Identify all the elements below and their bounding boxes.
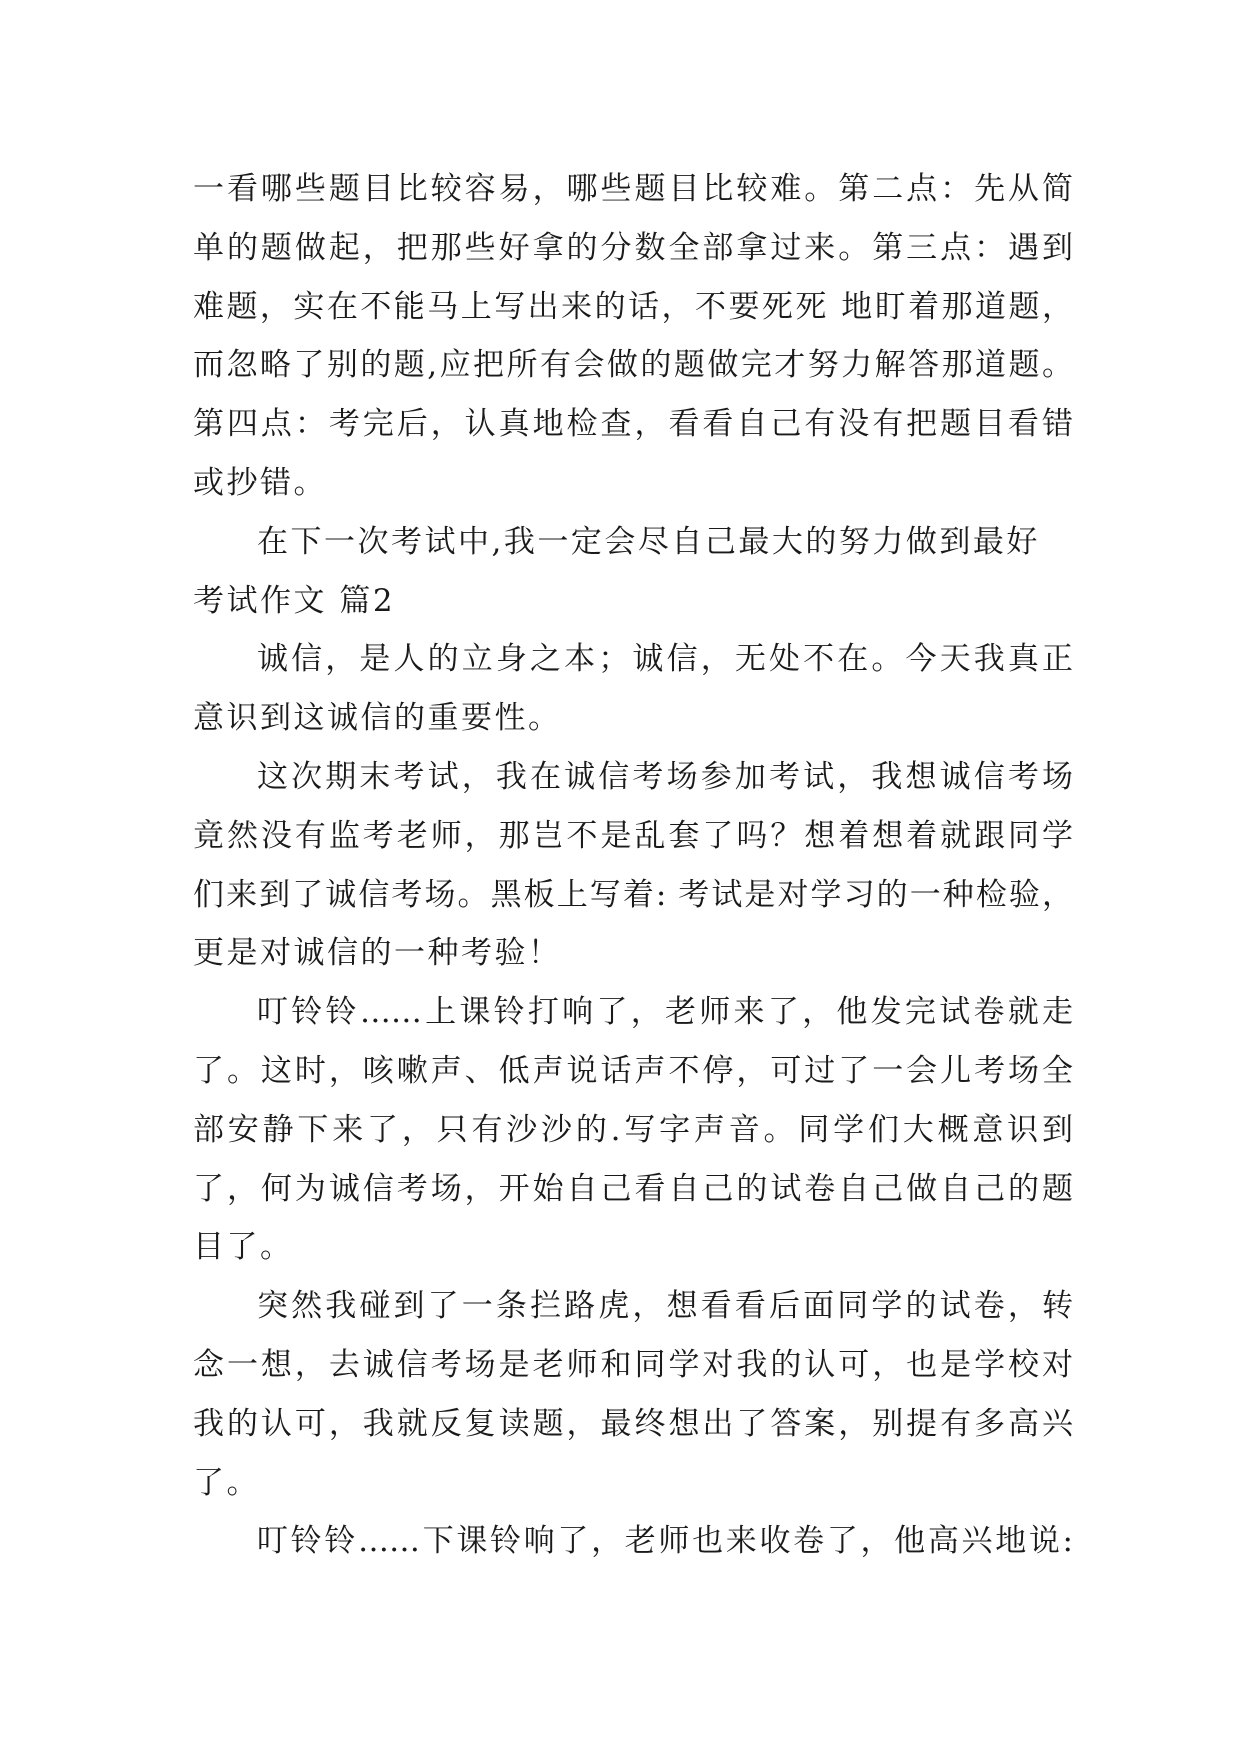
text-line: 了，何为诚信考场，开始自己看自己的试卷自己做自己的题	[193, 1170, 1073, 1207]
text-line: 一看哪些题目比较容易，哪些题目比较难。第二点：先从简	[193, 171, 1073, 207]
text-line: 突然我碰到了一条拦路虎，想看看后面同学的试卷，转	[257, 1288, 1073, 1325]
text-line: 念一想，去诚信考场是老师和同学对我的认可，也是学校对	[193, 1346, 1073, 1383]
text-line: 在下一次考试中,我一定会尽自己最大的努力做到最好	[257, 523, 1040, 560]
document-body	[193, 160, 1073, 1571]
text-line: 难题，实在不能马上写出来的话，不要死死 地盯着那道题，	[193, 288, 1073, 325]
section-heading: 考试作文 篇2	[193, 582, 396, 619]
text-line: 竟然没有监考老师，那岂不是乱套了吗？想着想着就跟同学	[193, 817, 1073, 854]
text-line: 或抄错。	[193, 464, 327, 501]
text-line: 这次期末考试，我在诚信考场参加考试，我想诚信考场	[257, 758, 1073, 795]
text-line: 目了。	[193, 1229, 294, 1266]
text-line: 而忽略了别的题,应把所有会做的题做完才努力解答那道题。	[193, 347, 1073, 384]
text-line: 们来到了诚信考场。黑板上写着: 考试是对学习的一种检验，	[193, 876, 1073, 913]
text-line: 叮铃铃……上课铃打响了，老师来了，他发完试卷就走	[257, 994, 1073, 1031]
text-line: 了。	[193, 1464, 260, 1501]
text-line: 我的认可，我就反复读题，最终想出了答案，别提有多高兴	[193, 1405, 1073, 1442]
text-line: 意识到这诚信的重要性。	[193, 700, 562, 737]
text-line: 诚信，是人的立身之本；诚信，无处不在。今天我真正	[257, 641, 1073, 678]
text-line: 单的题做起，把那些好拿的分数全部拿过来。第三点：遇到	[193, 229, 1073, 266]
text-line: 了。这时，咳嗽声、低声说话声不停，可过了一会儿考场全	[193, 1052, 1073, 1089]
text-line: 更是对诚信的一种考验！	[193, 935, 562, 972]
text-line: 第四点：考完后，认真地检查，看看自己有没有把题目看错	[193, 406, 1073, 443]
text-line: 部安静下来了，只有沙沙的.写字声音。同学们大概意识到	[193, 1111, 1073, 1148]
text-line: 叮铃铃……下课铃响了，老师也来收卷了，他高兴地说:	[257, 1523, 1073, 1560]
